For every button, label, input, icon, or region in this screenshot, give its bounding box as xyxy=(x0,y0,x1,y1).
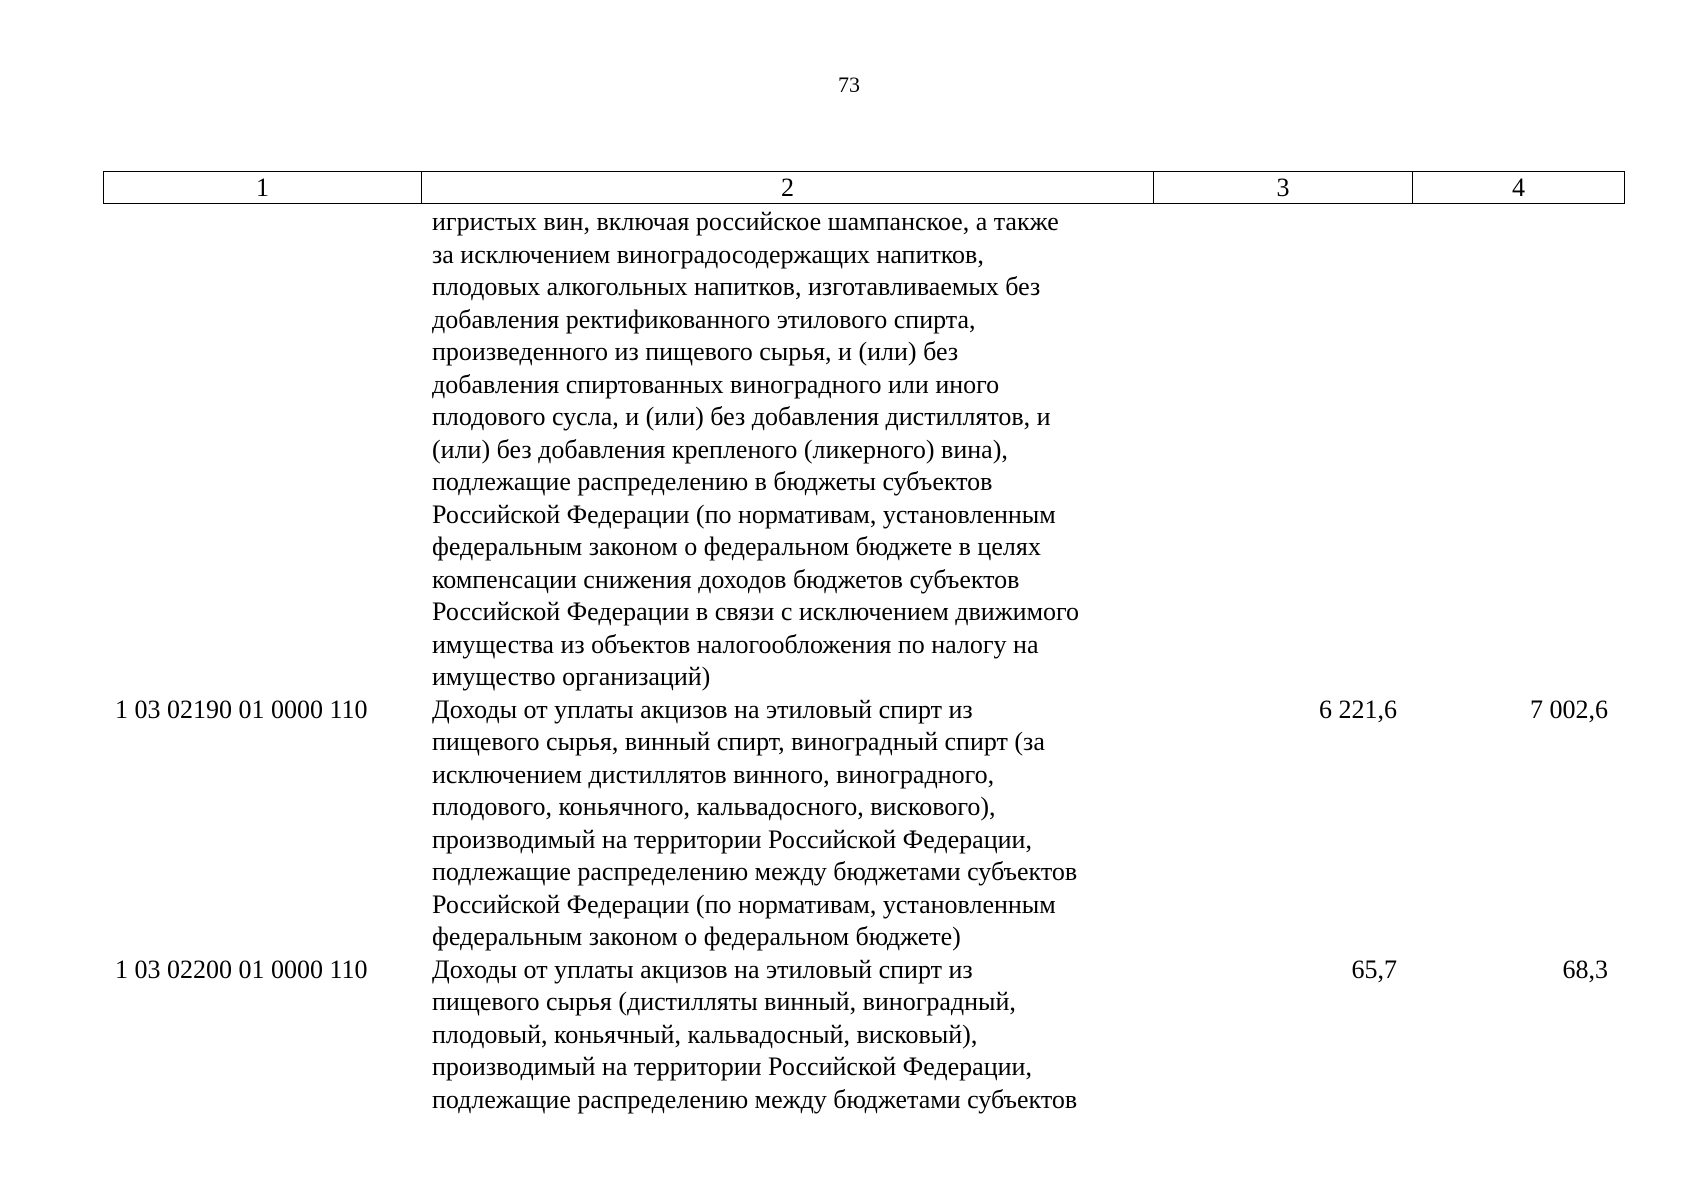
description-line: плодового сусла, и (или) без добавления дистиллятов, и xyxy=(432,402,1051,431)
budget-code-cell: 1 03 02190 01 0000 110 xyxy=(115,694,368,724)
description-line: плодовых алкогольных напитков, изготавливаемых без xyxy=(432,272,1041,301)
description-line: федеральным законом о федеральном бюджете в целях xyxy=(432,532,1041,561)
description-line: добавления ректификованного этилового спирта, xyxy=(432,304,976,334)
description-line: произведенного из пищевого сырья, и (или) без xyxy=(432,337,959,366)
description-line: Российской Федерации (по нормативам, установленным xyxy=(432,499,1056,529)
description-line: пищевого сырья, винный спирт, виноградный спирт (за xyxy=(432,727,1045,756)
table-header-row xyxy=(104,172,1625,204)
description-line: игристых вин, включая российское шампанское, а также xyxy=(432,207,1059,236)
description-line: федеральным законом о федеральном бюджете) xyxy=(432,922,961,951)
description-line: Российской Федерации в связи с исключением движимого xyxy=(432,597,1080,626)
table-row xyxy=(103,206,1620,694)
description-cell xyxy=(420,954,1151,1117)
table-row xyxy=(103,954,1620,1117)
header-cell-3: 3 xyxy=(1154,172,1413,204)
header-cell-2: 2 xyxy=(422,172,1154,204)
description-cell xyxy=(420,206,1151,694)
description-line: плодового, коньячного, кальвадосного, вискового), xyxy=(432,792,996,821)
table-body xyxy=(103,206,1620,1116)
description-line: производимый на территории Российской Федерации, xyxy=(432,824,1032,854)
description-line: плодовый, коньячный, кальвадосный, висковый), xyxy=(432,1019,978,1049)
description-line: исключением дистиллятов винного, виноградного, xyxy=(432,759,995,789)
description-line: Доходы от уплаты акцизов на этиловый спирт из xyxy=(432,954,973,984)
description-line: подлежащие распределению в бюджеты субъектов xyxy=(432,467,993,496)
budget-code-cell: 1 03 02200 01 0000 110 xyxy=(115,954,368,984)
table-row xyxy=(103,694,1620,954)
amount-col4-cell: 68,3 xyxy=(1562,954,1608,984)
header-cell-1: 1 xyxy=(104,172,422,204)
description-line: подлежащие распределению между бюджетами субъектов xyxy=(432,1084,1078,1114)
description-line: (или) без добавления крепленого (ликерного) вина), xyxy=(432,434,1008,464)
table-header xyxy=(103,171,1625,204)
page-number: 73 xyxy=(838,72,860,97)
amount-col3-cell: 6 221,6 xyxy=(1319,694,1397,724)
description-line: имущества из объектов налогообложения по налогу на xyxy=(432,629,1039,659)
description-line: производимый на территории Российской Федерации, xyxy=(432,1052,1032,1081)
description-line: Российской Федерации (по нормативам, установленным xyxy=(432,889,1056,919)
description-line: Доходы от уплаты акцизов на этиловый спирт из xyxy=(432,694,973,724)
amount-col3-cell: 65,7 xyxy=(1351,954,1397,984)
description-cell xyxy=(420,694,1151,954)
amount-col4-cell: 7 002,6 xyxy=(1530,694,1608,724)
description-line: за исключением виноградосодержащих напитков, xyxy=(432,239,984,269)
description-line: имущество организаций) xyxy=(432,662,711,691)
description-line: добавления спиртованных виноградного или иного xyxy=(432,369,1000,399)
description-line: компенсации снижения доходов бюджетов субъектов xyxy=(432,564,1020,594)
description-line: подлежащие распределению между бюджетами субъектов xyxy=(432,857,1078,886)
header-cell-4: 4 xyxy=(1413,172,1625,204)
description-line: пищевого сырья (дистилляты винный, виноградный, xyxy=(432,987,1016,1016)
